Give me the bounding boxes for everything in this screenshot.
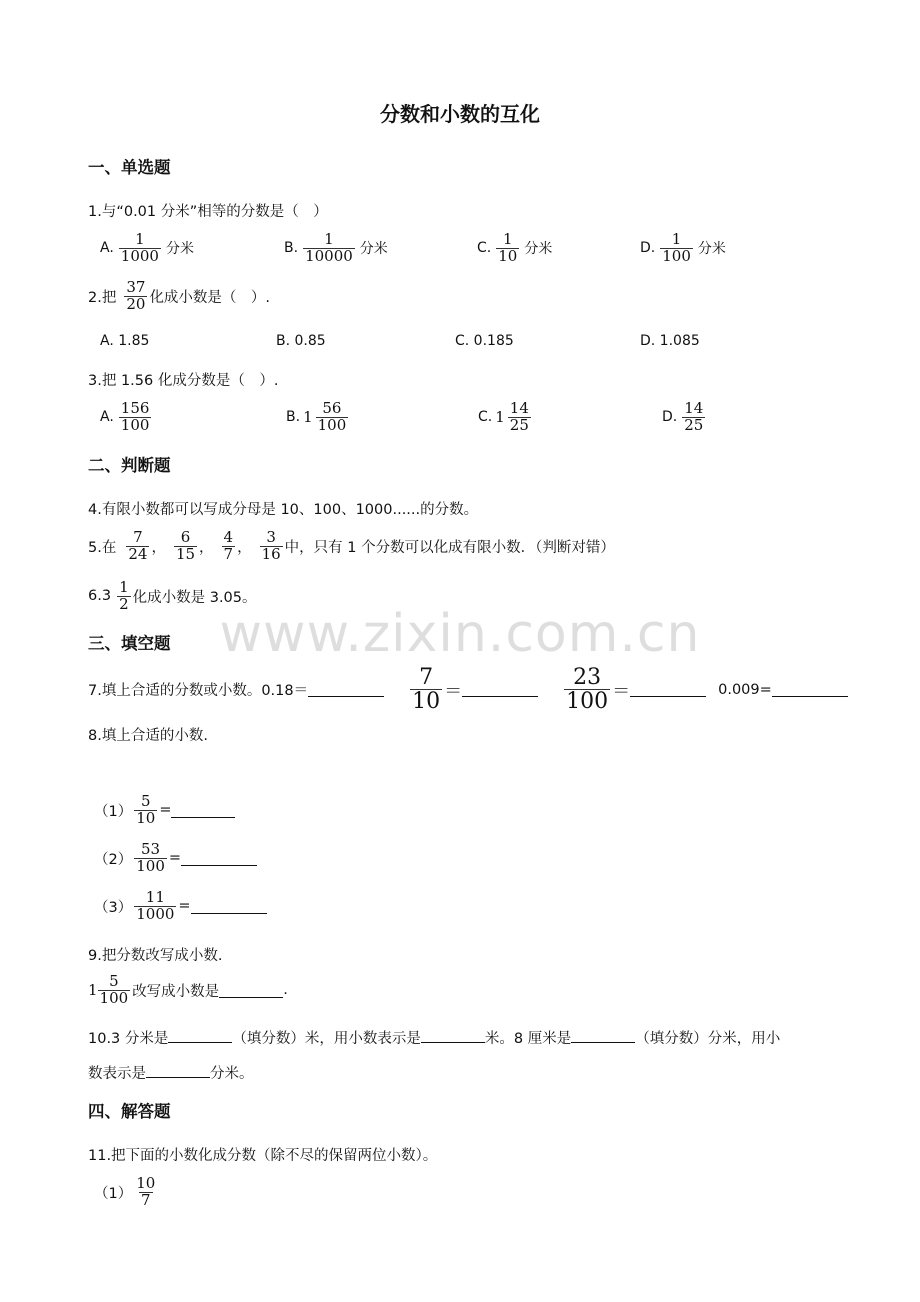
question-8-item-3: （3） $\frac{11}{1000}$ = (94, 890, 267, 923)
question-3-option-b[interactable] (286, 401, 350, 434)
fraction: $\frac{37}{20}$ (126, 278, 146, 313)
question-1-option-a[interactable] (100, 232, 194, 265)
question-2-stem: 2.把 $\frac{37}{20}$ 化成小数是（ ）. (88, 278, 271, 313)
option-label: A. (100, 409, 114, 426)
watermark: www.zixin.com.cn (219, 604, 701, 664)
fraction: $\frac{5}{10}$ (136, 792, 156, 827)
unit: 分米 (165, 241, 194, 258)
question-1-option-c[interactable] (477, 232, 552, 265)
question-8-stem: 8.填上合适的小数. (88, 728, 208, 744)
answer-blank[interactable] (462, 682, 538, 697)
question-3-stem: 3.把 1.56 化成分数是（ ）. (88, 373, 279, 389)
answer-blank[interactable] (772, 682, 848, 697)
fraction: $\frac{7}{24}$ (128, 528, 148, 563)
section-heading-true-false: 二、判断题 (88, 456, 171, 475)
question-2-option-d[interactable]: D. 1.085 (640, 333, 700, 349)
question-8-item-2: （2） $\frac{53}{100}$ = (94, 842, 257, 875)
question-9-body: 1 $\frac{5}{100}$ 改写成小数是 . (88, 972, 288, 1007)
answer-blank[interactable] (571, 1028, 635, 1043)
fraction: $\frac{1}{100}$ (662, 230, 691, 265)
option-label: C. (477, 240, 492, 257)
question-11-stem: 11.把下面的小数化成分数（除不尽的保留两位小数）。 (88, 1148, 438, 1164)
fraction: $\frac{1}{10000}$ (305, 230, 353, 265)
answer-blank[interactable] (421, 1028, 485, 1043)
question-6-stem: 6.3 $\frac{1}{2}$ 化成小数是 3.05。 (88, 578, 257, 613)
answer-blank[interactable] (630, 682, 706, 697)
question-1-option-d[interactable] (640, 232, 726, 265)
fraction: $\frac{1}{10}$ (498, 230, 518, 265)
fraction: $\frac{7}{10}$ (412, 665, 441, 715)
option-label: D. (662, 409, 678, 426)
fraction: $\frac{5}{100}$ (99, 972, 129, 1007)
section-heading-single-choice: 一、单选题 (88, 158, 171, 177)
question-9-stem: 9.把分数改写成小数. (88, 948, 223, 964)
answer-blank[interactable] (191, 899, 267, 914)
fraction: $\frac{23}{100}$ (566, 665, 609, 715)
option-label: B. (286, 409, 301, 426)
answer-blank[interactable] (168, 1028, 232, 1043)
question-3-option-c[interactable] (478, 401, 533, 434)
fraction: $\frac{6}{15}$ (175, 528, 196, 563)
question-1-stem: 1.与“0.01 分米”相等的分数是（ ） (88, 204, 328, 220)
fraction: $\frac{14}{25}$ (509, 399, 529, 434)
question-10-line-1: 10.3 分米是 （填分数）米，用小数表示是 米。8 厘米是 （填分数）分米，用小 (88, 1027, 780, 1048)
answer-blank[interactable] (171, 803, 235, 818)
question-2-option-a[interactable]: A. 1.85 (100, 333, 150, 349)
question-4-stem: 4.有限小数都可以写成分母是 10、100、1000......的分数。 (88, 502, 479, 518)
question-10-line-2: 数表示是 分米。 (88, 1062, 254, 1083)
section-heading-fill-in: 三、填空题 (88, 634, 171, 653)
question-3-option-d[interactable] (662, 401, 707, 434)
fraction: $\frac{156}{100}$ (120, 399, 150, 434)
fraction: $\frac{11}{1000}$ (136, 888, 175, 923)
section-heading-problem-solving: 四、解答题 (88, 1102, 171, 1121)
question-11-item-1: （1） $\frac{10}{7}$ (94, 1174, 156, 1209)
fraction: $\frac{10}{7}$ (136, 1174, 156, 1209)
answer-blank[interactable] (181, 851, 257, 866)
page-title: 分数和小数的互化 (380, 102, 540, 126)
whole-number: 1 (303, 408, 313, 427)
question-3-option-a[interactable] (100, 401, 153, 434)
question-2-option-c[interactable]: C. 0.185 (455, 333, 514, 349)
option-label: B. (284, 240, 299, 257)
option-label: D. (640, 240, 656, 257)
question-8-item-1: （1） $\frac{5}{10}$ = (94, 794, 235, 827)
unit: 分米 (697, 241, 726, 258)
answer-blank[interactable] (146, 1063, 210, 1078)
question-1-option-b[interactable] (284, 232, 388, 265)
answer-blank[interactable] (308, 682, 384, 697)
fraction: $\frac{1}{1000}$ (120, 230, 159, 265)
option-label: C. (478, 409, 493, 426)
question-5-stem: 5.在 $\frac{7}{24}$ ， $\frac{6}{15}$ ， $\frac{4}{7}$ ， $\frac{3}{16}$ 中，只有 1 个分数可以化成有限小数．（判断对错） (88, 528, 615, 563)
whole-number: 1 (495, 408, 505, 427)
unit: 分米 (524, 241, 553, 258)
option-label: A. (100, 240, 114, 257)
answer-blank[interactable] (219, 983, 283, 998)
fraction: $\frac{53}{100}$ (136, 840, 165, 875)
fraction: $\frac{1}{2}$ (119, 578, 129, 613)
question-2-option-b[interactable]: B. 0.85 (276, 333, 326, 349)
fraction: $\frac{4}{7}$ (223, 528, 234, 563)
fraction: $\frac{14}{25}$ (684, 399, 704, 434)
unit: 分米 (359, 241, 388, 258)
fraction: $\frac{3}{16}$ (261, 528, 281, 563)
question-7-stem: 7.填上合适的分数或小数。0.18＝ $\frac{7}{10}$ ＝ $\frac{23}{100}$ ＝ 0.009= (88, 666, 848, 713)
fraction: $\frac{56}{100}$ (317, 399, 347, 434)
